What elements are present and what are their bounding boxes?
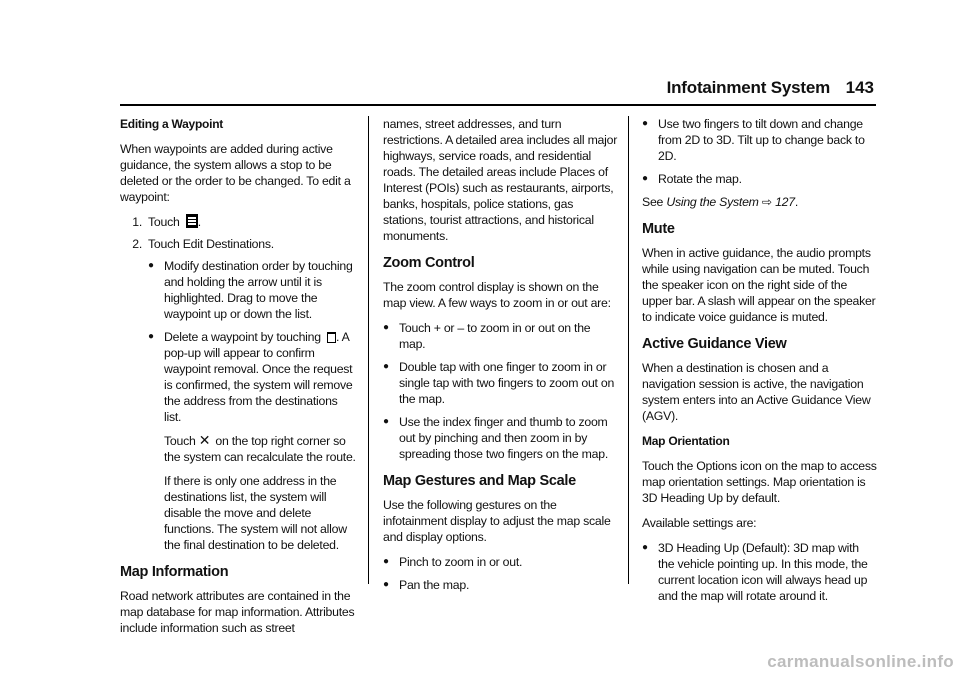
bullet-text: Touch + or – to zoom in or out on the map. <box>399 321 591 351</box>
bullet-text: Rotate the map. <box>658 172 742 186</box>
paragraph-map-information: Road network attributes are contained in the map database for map information. Attributes include information such as street <box>120 589 355 635</box>
list-item <box>383 320 619 352</box>
bullet-icon: ● <box>383 556 389 567</box>
column-1 <box>120 116 356 645</box>
step-2-bullets <box>120 258 356 553</box>
see-prefix: See <box>642 195 664 209</box>
list-item <box>642 116 878 164</box>
see-suffix: . <box>794 195 799 209</box>
list-item <box>642 540 878 604</box>
list-item <box>383 554 619 570</box>
bullet-text: Double tap with one finger to zoom in or single tap with two fingers to zoom out on the map. <box>399 360 615 406</box>
bullet-icon: ● <box>383 322 389 333</box>
touch-suffix: on the top right corner so the system can recalculate the route. <box>164 434 356 464</box>
bullet-icon: ● <box>383 361 389 372</box>
paragraph-available: Available settings are: <box>642 516 757 530</box>
section-title: Infotainment System <box>666 78 830 97</box>
bullet-text: Modify destination order by touching and holding the arrow until it is highlighted. Drag to move the waypoint up or down the list. <box>164 259 353 321</box>
step-text <box>148 214 201 230</box>
page-number: 143 <box>845 78 874 97</box>
bullet-text: 3D Heading Up (Default): 3D map with the vehicle pointing up. In this mode, the current location icon will always head up and the map will rotate around it. <box>658 541 868 603</box>
bullet-text: Pinch to zoom in or out. <box>399 555 523 569</box>
list-item <box>642 171 878 187</box>
heading-map-information: Map Information <box>120 564 229 580</box>
step-1 <box>120 214 356 230</box>
heading-mute: Mute <box>642 221 675 237</box>
paragraph-active-guidance: When a destination is chosen and a navigation session is active, the navigation system enters into an Active Guidance View (AGV). <box>642 361 871 423</box>
column-2 <box>383 116 619 600</box>
bullet-icon: ● <box>148 331 154 342</box>
bullet-icon: ● <box>642 173 648 184</box>
trash-icon <box>327 332 336 343</box>
bullet-icon: ● <box>148 260 154 271</box>
bullet-icon: ● <box>642 542 648 553</box>
bullet-2-prefix: Delete a waypoint by touching <box>164 330 321 344</box>
step-text: Touch Edit Destinations. <box>148 237 274 251</box>
close-icon: ✕ <box>198 432 211 448</box>
bullet-icon: ● <box>642 118 648 129</box>
bullet-text: Use the index finger and thumb to zoom out by pinching and then zoom in by spreading those two fingers on the map. <box>399 415 608 461</box>
cross-reference-link[interactable]: Using the System <box>666 195 759 209</box>
cross-reference-page[interactable]: 127 <box>775 195 795 209</box>
paragraph-gestures-intro: Use the following gestures on the infotainment display to adjust the map scale and display options. <box>383 498 611 544</box>
bullet-text: Pan the map. <box>399 578 470 592</box>
header-rule <box>120 104 876 106</box>
bullet-icon: ● <box>383 579 389 590</box>
step-2 <box>120 236 356 252</box>
list-item <box>383 359 619 407</box>
touch-prefix: Touch <box>164 434 196 448</box>
heading-map-gestures: Map Gestures and Map Scale <box>383 473 576 489</box>
step-number: 1. <box>132 215 142 229</box>
column-3 <box>642 116 878 611</box>
bullet-2-suffix: . A pop-up will appear to confirm waypoint removal. Once the request is confirmed, the system will remove the address from the destinations list. <box>164 330 353 424</box>
paragraph-touch-close <box>148 432 356 465</box>
paragraph-zoom-intro: The zoom control display is shown on the map view. A few ways to zoom in or out are: <box>383 280 611 310</box>
list-item <box>383 577 619 593</box>
subhead-map-orientation: Map Orientation <box>642 434 730 448</box>
paragraph-orientation: Touch the Options icon on the map to access map orientation settings. Map orientation is 3D Heading Up by default. <box>642 459 877 505</box>
step-1-prefix: Touch <box>148 215 180 229</box>
menu-icon <box>186 214 198 228</box>
bullet-text: Use two fingers to tilt down and change from 2D to 3D. Tilt up to change back to 2D. <box>658 117 865 163</box>
watermark-logo: carmanualsonline.info <box>767 652 954 671</box>
bullet-icon: ● <box>383 416 389 427</box>
paragraph-see-reference <box>642 194 878 210</box>
list-item <box>148 329 356 425</box>
step-1-suffix: . <box>197 215 201 229</box>
paragraph-mute: When in active guidance, the audio prompts while using navigation can be muted. Touch the speaker icon on the right side of the upper bar. A slash will appear on the speaker to indicate voice guidance is muted. <box>642 246 876 324</box>
paragraph-map-info-cont: names, street addresses, and turn restrictions. A detailed area includes all major highways, service roads, and residential roads. The detailed areas include Places of Interest (POIs) such as restaurants, airports, banks, hospitals, police stations, gas stations, tourist attractions, and historical monuments. <box>383 117 618 243</box>
arrow-right-icon: ⇨ <box>761 195 772 209</box>
bullet-text <box>164 329 356 425</box>
heading-zoom-control: Zoom Control <box>383 255 475 271</box>
column-divider-1 <box>368 116 369 584</box>
paragraph-only-one: If there is only one address in the destinations list, the system will disable the move and delete functions. The system will not allow the final destination to be deleted. <box>164 474 347 552</box>
paragraph-editing-intro: When waypoints are added during active guidance, the system allows a stop to be deleted or the order to be changed. To edit a waypoint: <box>120 142 351 204</box>
list-item <box>383 414 619 462</box>
heading-active-guidance-view: Active Guidance View <box>642 336 787 352</box>
subhead-editing-waypoint: Editing a Waypoint <box>120 117 224 131</box>
step-number: 2. <box>132 237 142 251</box>
column-divider-2 <box>628 116 629 584</box>
list-item <box>148 258 356 322</box>
